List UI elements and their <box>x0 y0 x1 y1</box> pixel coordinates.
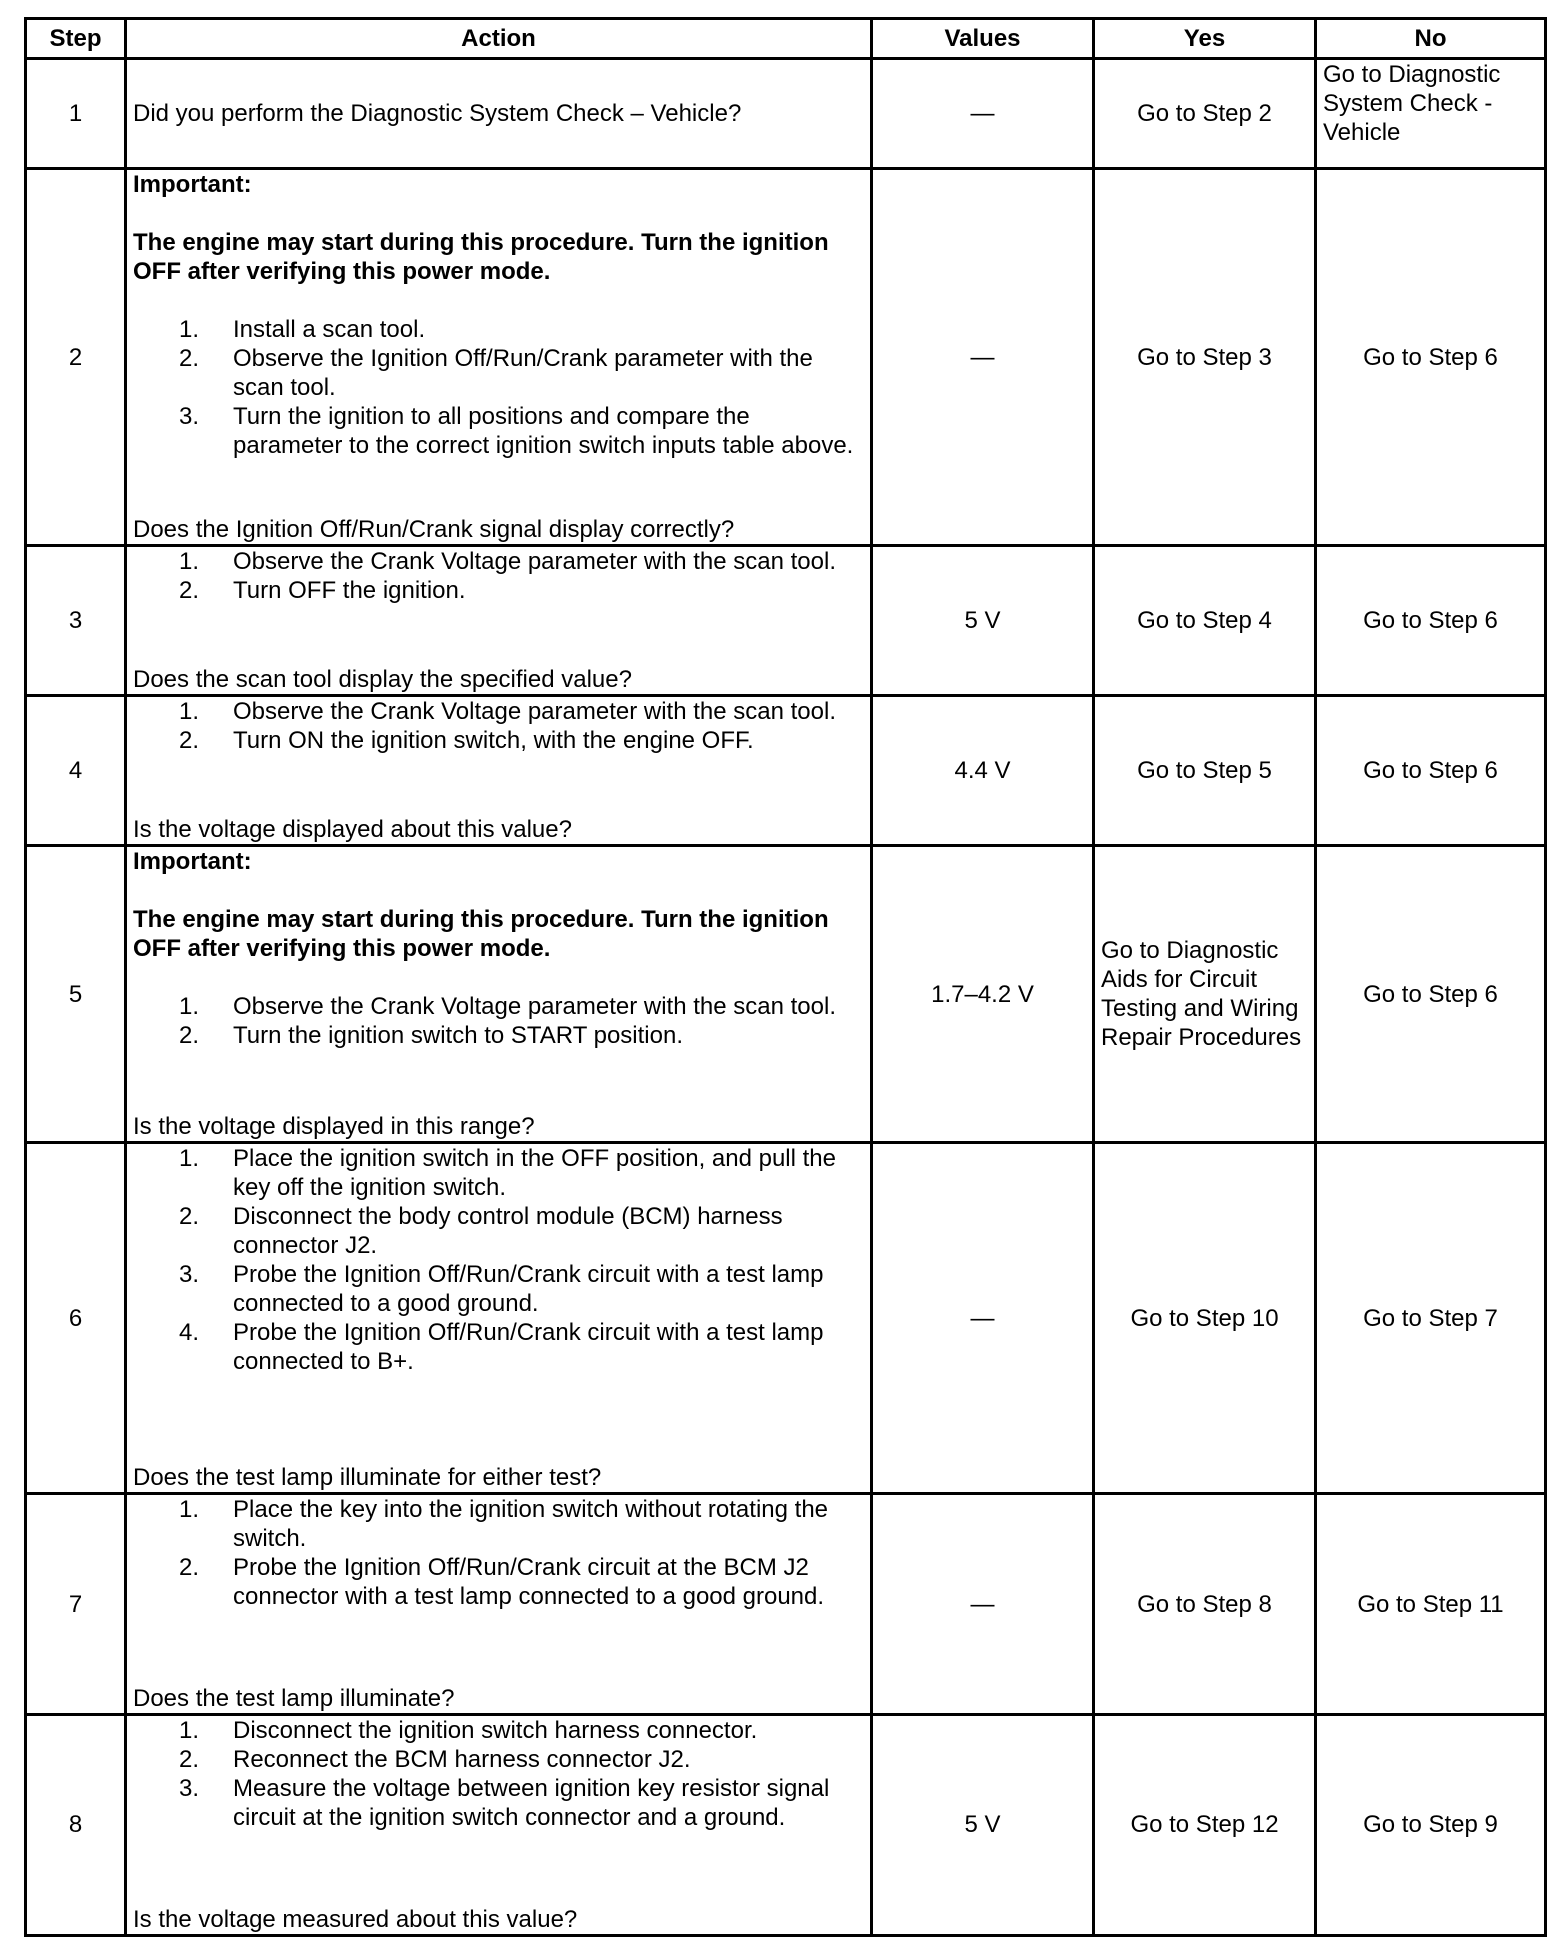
action-cell <box>126 845 872 1143</box>
action-cell <box>126 695 872 845</box>
header-step: Step <box>26 19 126 59</box>
step-number: 7 <box>26 1494 126 1715</box>
header-row <box>26 19 1546 59</box>
header-values: Values <box>872 19 1094 59</box>
yes-cell: Go to Step 3 <box>1094 169 1316 546</box>
list-item: Turn ON the ignition switch, with the engine OFF. <box>233 726 754 754</box>
yes-cell: Go to Step 12 <box>1094 1714 1316 1935</box>
action-cell <box>126 545 872 695</box>
question: Does the Ignition Off/Run/Crank signal display correctly? <box>133 515 735 543</box>
yes-cell: Go to Step 4 <box>1094 545 1316 695</box>
action-cell <box>126 1143 872 1494</box>
list-item: Place the key into the ignition switch without rotating the switch. <box>233 1496 829 1553</box>
table-row <box>26 1143 1546 1494</box>
important-label: Important: <box>133 847 252 875</box>
step-number: 8 <box>26 1714 126 1935</box>
list-item: Disconnect the ignition switch harness connector. <box>233 1716 758 1744</box>
value-cell: — <box>872 59 1094 169</box>
value-cell: — <box>872 1494 1094 1715</box>
value-cell: 4.4 V <box>872 695 1094 845</box>
list-item: Observe the Ignition Off/Run/Crank parameter with the scan tool. <box>233 345 813 402</box>
yes-cell: Go to Step 5 <box>1094 695 1316 845</box>
list-item: Probe the Ignition Off/Run/Crank circuit at the BCM J2 connector with a test lamp connected to a good ground. <box>233 1554 825 1611</box>
no-cell: Go to Step 6 <box>1316 695 1546 845</box>
table-row <box>26 545 1546 695</box>
no-cell: Go to Step 7 <box>1316 1143 1546 1494</box>
table-row <box>26 169 1546 546</box>
question: Did you perform the Diagnostic System Check – Vehicle? <box>133 100 742 128</box>
list-item: Observe the Crank Voltage parameter with the scan tool. <box>233 992 836 1020</box>
no-cell: Go to Diagnostic System Check - Vehicle <box>1316 59 1546 169</box>
step-list <box>133 547 864 605</box>
question: Is the voltage displayed about this value? <box>133 815 572 843</box>
list-item: Observe the Crank Voltage parameter with the scan tool. <box>233 697 836 725</box>
value-cell: — <box>872 1143 1094 1494</box>
table-row <box>26 695 1546 845</box>
step-number: 6 <box>26 1143 126 1494</box>
action-cell <box>126 59 872 169</box>
list-item: Reconnect the BCM harness connector J2. <box>233 1745 691 1773</box>
question: Does the test lamp illuminate for either test? <box>133 1464 602 1492</box>
list-item: Install a scan tool. <box>233 316 426 344</box>
list-item: Turn OFF the ignition. <box>233 576 466 604</box>
list-item: Place the ignition switch in the OFF position, and pull the key off the ignition switch. <box>233 1145 836 1202</box>
step-number: 5 <box>26 845 126 1143</box>
yes-cell: Go to Step 10 <box>1094 1143 1316 1494</box>
step-list <box>133 315 864 460</box>
table-row <box>26 845 1546 1143</box>
header-no: No <box>1316 19 1546 59</box>
important-text: The engine may start during this procedure. Turn the ignition OFF after verifying this power mode. <box>133 229 829 286</box>
question: Does the test lamp illuminate? <box>133 1684 455 1712</box>
no-cell: Go to Step 6 <box>1316 169 1546 546</box>
list-item: Probe the Ignition Off/Run/Crank circuit with a test lamp connected to B+. <box>233 1319 824 1376</box>
step-number: 3 <box>26 545 126 695</box>
header-action: Action <box>126 19 872 59</box>
list-item: Turn the ignition to all positions and compare the parameter to the correct ignition switch inputs table above. <box>233 403 854 460</box>
table-row <box>26 1494 1546 1715</box>
yes-cell: Go to Step 8 <box>1094 1494 1316 1715</box>
no-cell: Go to Step 6 <box>1316 845 1546 1143</box>
action-cell <box>126 1714 872 1935</box>
question: Is the voltage displayed in this range? <box>133 1113 535 1141</box>
no-cell: Go to Step 6 <box>1316 545 1546 695</box>
value-cell: — <box>872 169 1094 546</box>
question: Is the voltage measured about this value? <box>133 1906 578 1933</box>
value-cell: 1.7–4.2 V <box>872 845 1094 1143</box>
step-list <box>133 1495 864 1611</box>
question: Does the scan tool display the specified value? <box>133 665 632 693</box>
step-number: 1 <box>26 59 126 169</box>
list-item: Measure the voltage between ignition key resistor signal circuit at the ignition switch connector and a ground. <box>233 1774 830 1831</box>
step-number: 4 <box>26 695 126 845</box>
header-yes: Yes <box>1094 19 1316 59</box>
list-item: Probe the Ignition Off/Run/Crank circuit with a test lamp connected to a good ground. <box>233 1261 824 1318</box>
step-list <box>133 1144 864 1376</box>
no-cell: Go to Step 11 <box>1316 1494 1546 1715</box>
list-item: Observe the Crank Voltage parameter with the scan tool. <box>233 547 836 575</box>
step-list <box>133 697 864 755</box>
value-cell: 5 V <box>872 1714 1094 1935</box>
step-number: 2 <box>26 169 126 546</box>
diagnostic-table <box>24 17 1547 1937</box>
action-cell <box>126 1494 872 1715</box>
important-text: The engine may start during this procedure. Turn the ignition OFF after verifying this power mode. <box>133 905 829 962</box>
action-cell <box>126 169 872 546</box>
step-list <box>133 1716 864 1832</box>
table-row <box>26 1714 1546 1935</box>
value-cell: 5 V <box>872 545 1094 695</box>
list-item: Disconnect the body control module (BCM) harness connector J2. <box>233 1203 783 1260</box>
yes-cell: Go to Diagnostic Aids for Circuit Testing and Wiring Repair Procedures <box>1094 845 1316 1143</box>
no-cell: Go to Step 9 <box>1316 1714 1546 1935</box>
list-item: Turn the ignition switch to START position. <box>233 1021 683 1049</box>
important-label: Important: <box>133 171 252 199</box>
yes-cell: Go to Step 2 <box>1094 59 1316 169</box>
table-row <box>26 59 1546 169</box>
step-list <box>133 992 864 1050</box>
